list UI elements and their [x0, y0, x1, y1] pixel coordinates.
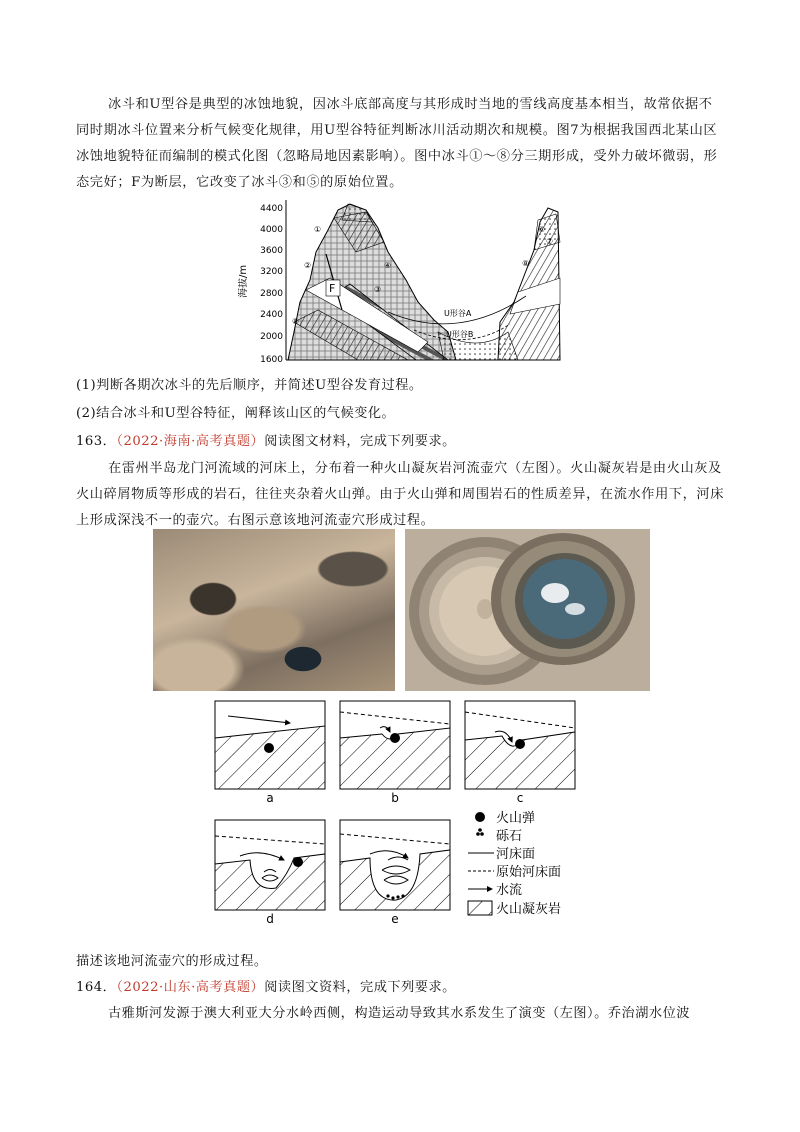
- legend-tuff-icon: [468, 901, 492, 915]
- legend-tuff: 火山凝灰岩: [496, 902, 562, 917]
- fault-label: F: [329, 282, 336, 295]
- question-2: (2)结合冰斗和U型谷特征，阐释该山区的气候变化。: [76, 406, 396, 421]
- y-tick: 4400: [260, 204, 283, 214]
- y-tick: 1600: [260, 355, 283, 365]
- cirque-label: ③: [374, 285, 382, 294]
- q164-header: [76, 978, 456, 998]
- panel-label-e: e: [391, 912, 399, 926]
- pothole-closeup-drawing: [405, 529, 650, 691]
- panel-label-b: b: [391, 791, 399, 805]
- pothole-riverbed-photo: [153, 529, 395, 691]
- q163-source: （2022·海南·高考真题）: [116, 434, 265, 449]
- valley-b-label: U形谷B: [446, 330, 474, 339]
- legend-original-riverbed: 原始河床面: [496, 865, 562, 880]
- q163-header: [76, 432, 456, 452]
- y-tick: 2000: [260, 332, 283, 342]
- legend-bomb: 火山弹: [496, 811, 536, 826]
- q164-prompt: 阅读图文资料，完成下列要求。: [264, 980, 456, 995]
- question-1: (1)判断各期次冰斗的先后顺序，并简述U型谷发育过程。: [76, 378, 423, 393]
- y-tick: 2800: [260, 289, 283, 299]
- y-axis-label: 海拔/m: [238, 264, 249, 298]
- q164-number: 164．: [76, 980, 117, 995]
- legend-riverbed: 河床面: [496, 847, 536, 862]
- panel-d: [215, 820, 325, 926]
- y-tick: 4000: [260, 225, 283, 235]
- intro-paragraph: 冰斗和U型谷是典型的冰蚀地貌，因冰斗底部高度与其形成时当地的雪线高度基本相当，故常依据不同时期冰斗位置来分析气候变化规律，用U型谷特征判断冰川活动期次和规模。图7为根据我国西北某山区冰蚀地貌特征而编制的模式化图（忽略局地因素影响）。图中冰斗①～⑧分三期形成，受外力破坏微弱，形态完好；F为断层，它改变了冰斗③和⑤的原始位置。: [76, 97, 718, 190]
- q164-paragraph: 古雅斯河发源于澳大利亚大分水岭西侧，构造运动导致其水系发生了演变（左图）。乔治湖水位波: [108, 1006, 690, 1021]
- pothole-process-diagram: [210, 698, 590, 934]
- cirque-label: ⑧: [522, 259, 530, 268]
- figure-7-glacial-diagram: [238, 192, 578, 370]
- legend-flow: 水流: [496, 883, 523, 898]
- q163-question: 描述该地河流壶穴的形成过程。: [76, 954, 268, 969]
- panel-label-a: a: [266, 791, 274, 805]
- panel-e: [340, 820, 450, 926]
- panel-label-d: d: [266, 912, 274, 926]
- y-tick: 2400: [260, 310, 283, 320]
- legend: [468, 810, 561, 917]
- cirque-label: ①: [314, 225, 322, 234]
- y-tick: 3200: [260, 267, 283, 277]
- panel-a: [215, 701, 325, 805]
- panel-label-c: c: [516, 791, 524, 805]
- q164-source: （2022·山东·高考真题）: [116, 980, 265, 995]
- q163-prompt: 阅读图文材料，完成下列要求。: [264, 434, 456, 449]
- cirque-label: ⑦: [546, 237, 554, 246]
- panel-c: [465, 701, 575, 805]
- legend-gravel-icon: [476, 828, 484, 836]
- cirque-label: ②: [304, 261, 312, 270]
- cirque-label: ④: [384, 261, 392, 270]
- legend-bomb-icon: [475, 812, 485, 822]
- y-tick: 3600: [260, 246, 283, 256]
- pothole-closeup-photo: [405, 529, 650, 691]
- cirque-label: ⑤: [292, 317, 300, 326]
- q163-paragraph: 在雷州半岛龙门河流域的河床上，分布着一种火山凝灰岩河流壶穴（左图）。火山凝灰岩是由火山灰及火山碎屑物质等形成的岩石，往往夹杂着火山弹。由于火山弹和周围岩石的性质差异，在流水作用下，河床上形成深浅不一的壶穴。右图示意该地河流壶穴形成过程。: [76, 461, 725, 528]
- legend-gravel: 砾石: [496, 829, 523, 844]
- q163-number: 163．: [76, 434, 117, 449]
- valley-a-label: U形谷A: [444, 309, 472, 318]
- cirque-label: ⑥: [538, 225, 546, 234]
- panel-b: [340, 701, 450, 805]
